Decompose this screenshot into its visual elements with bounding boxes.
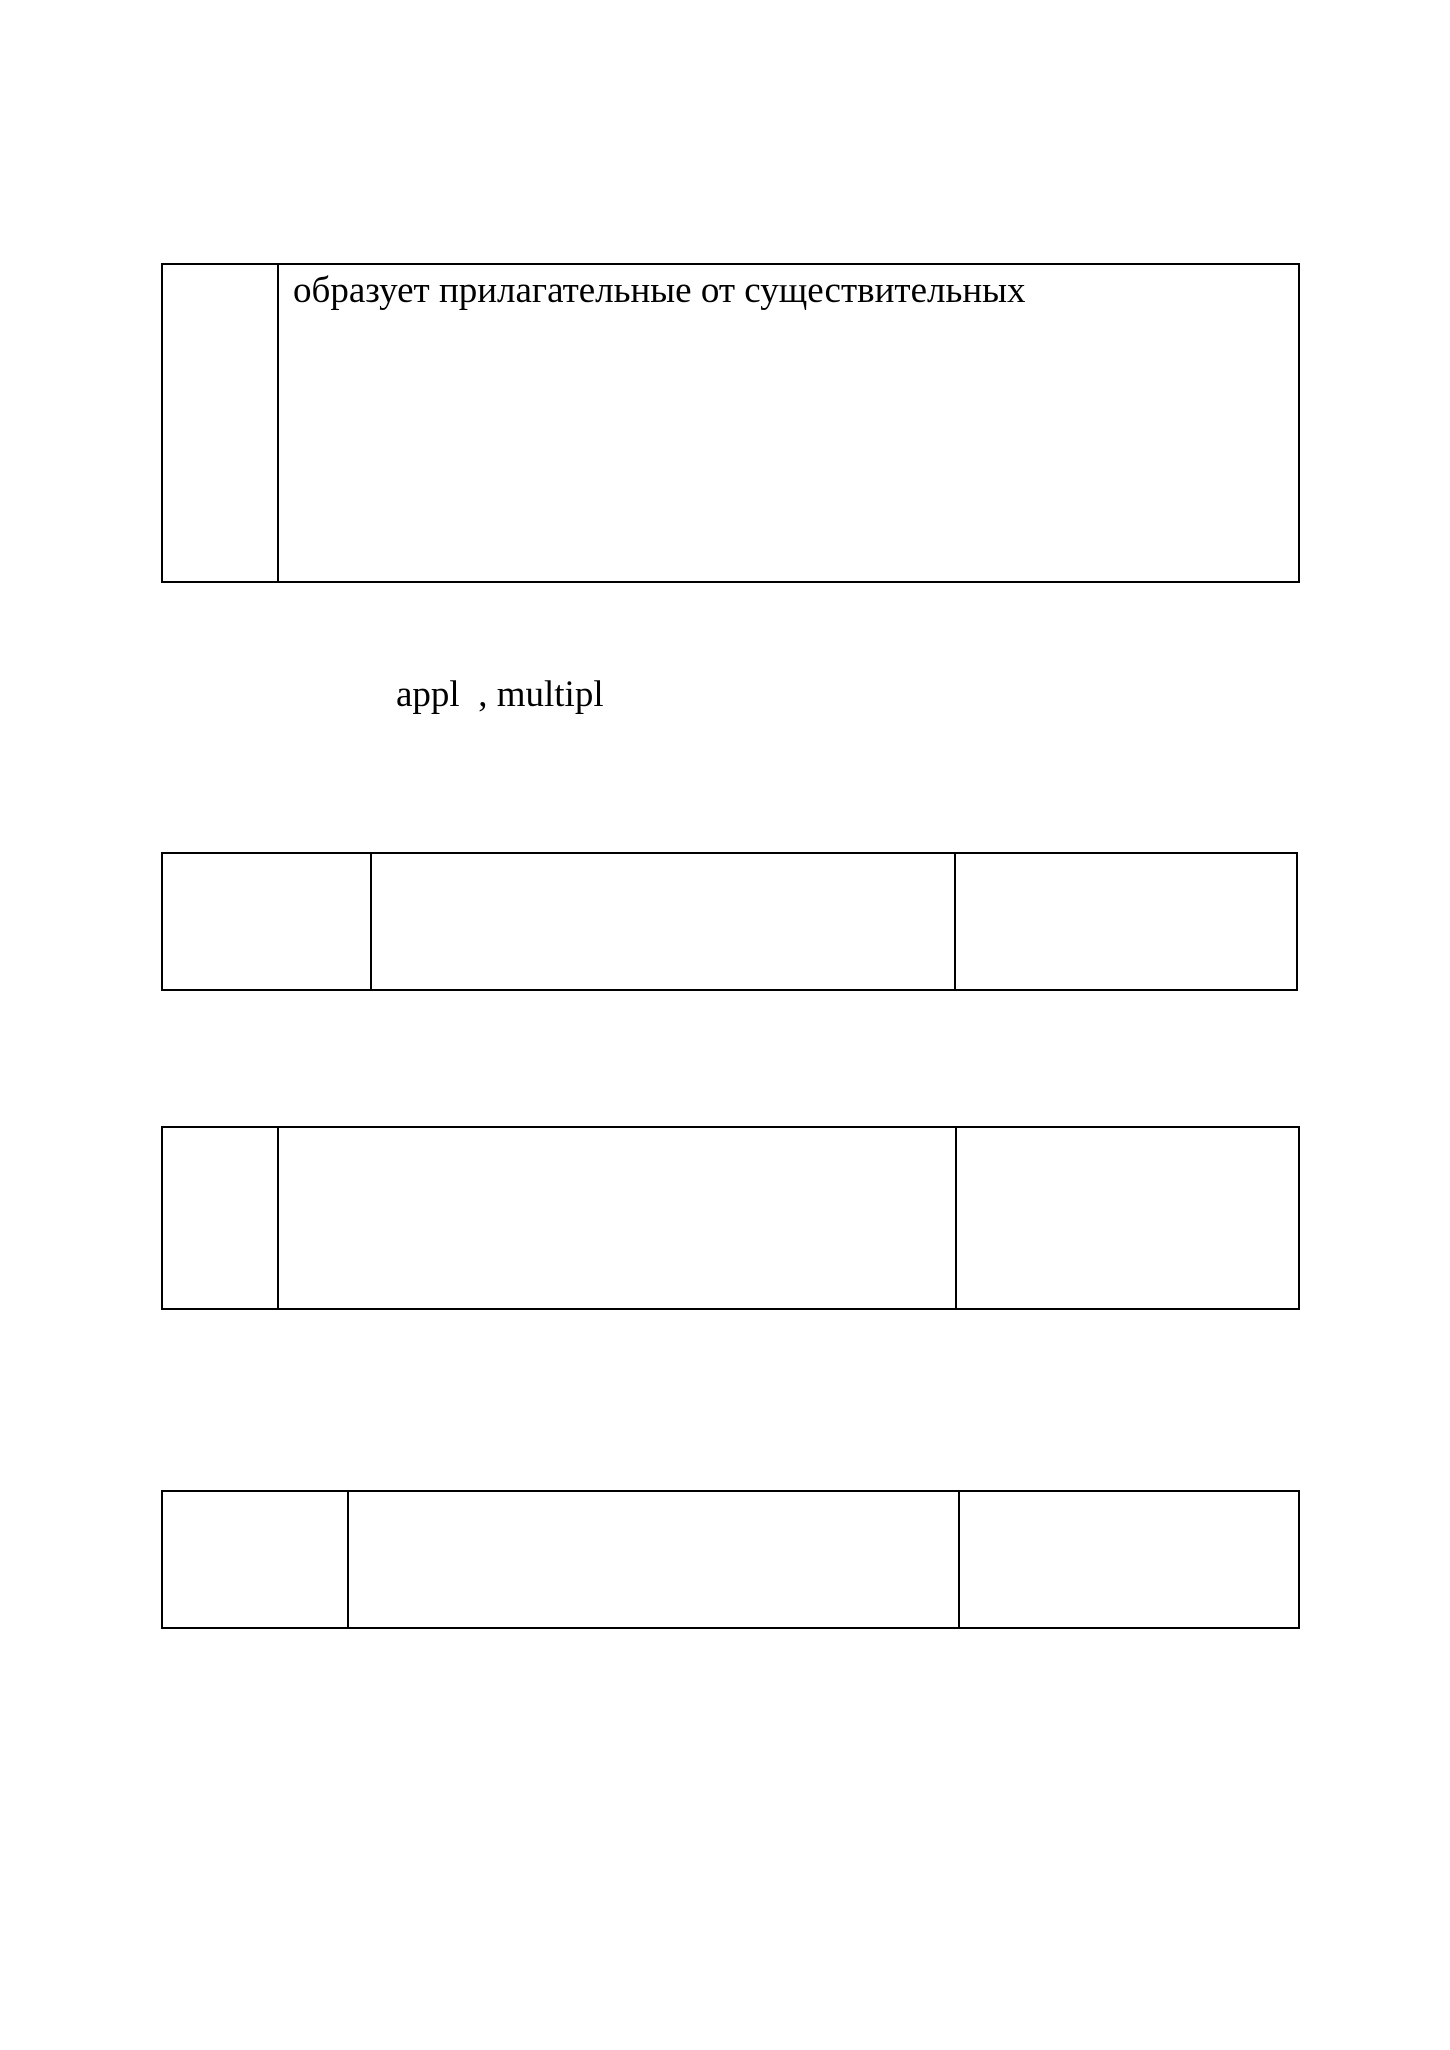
- table-3-column-divider-1: [277, 1128, 279, 1308]
- table-1: [161, 263, 1300, 583]
- table-2-column-divider-1: [370, 854, 372, 989]
- table-4-column-divider-1: [347, 1492, 349, 1627]
- table-2: [161, 852, 1298, 991]
- table-1-column-divider: [277, 265, 279, 581]
- table-4-column-divider-2: [958, 1492, 960, 1627]
- table-4: [161, 1490, 1300, 1629]
- table-1-cell-2: образует прилагательные от существительных: [293, 270, 1026, 311]
- table-2-column-divider-2: [954, 854, 956, 989]
- words-line: appl , multipl: [396, 674, 604, 715]
- table-3-column-divider-2: [955, 1128, 957, 1308]
- table-3: [161, 1126, 1300, 1310]
